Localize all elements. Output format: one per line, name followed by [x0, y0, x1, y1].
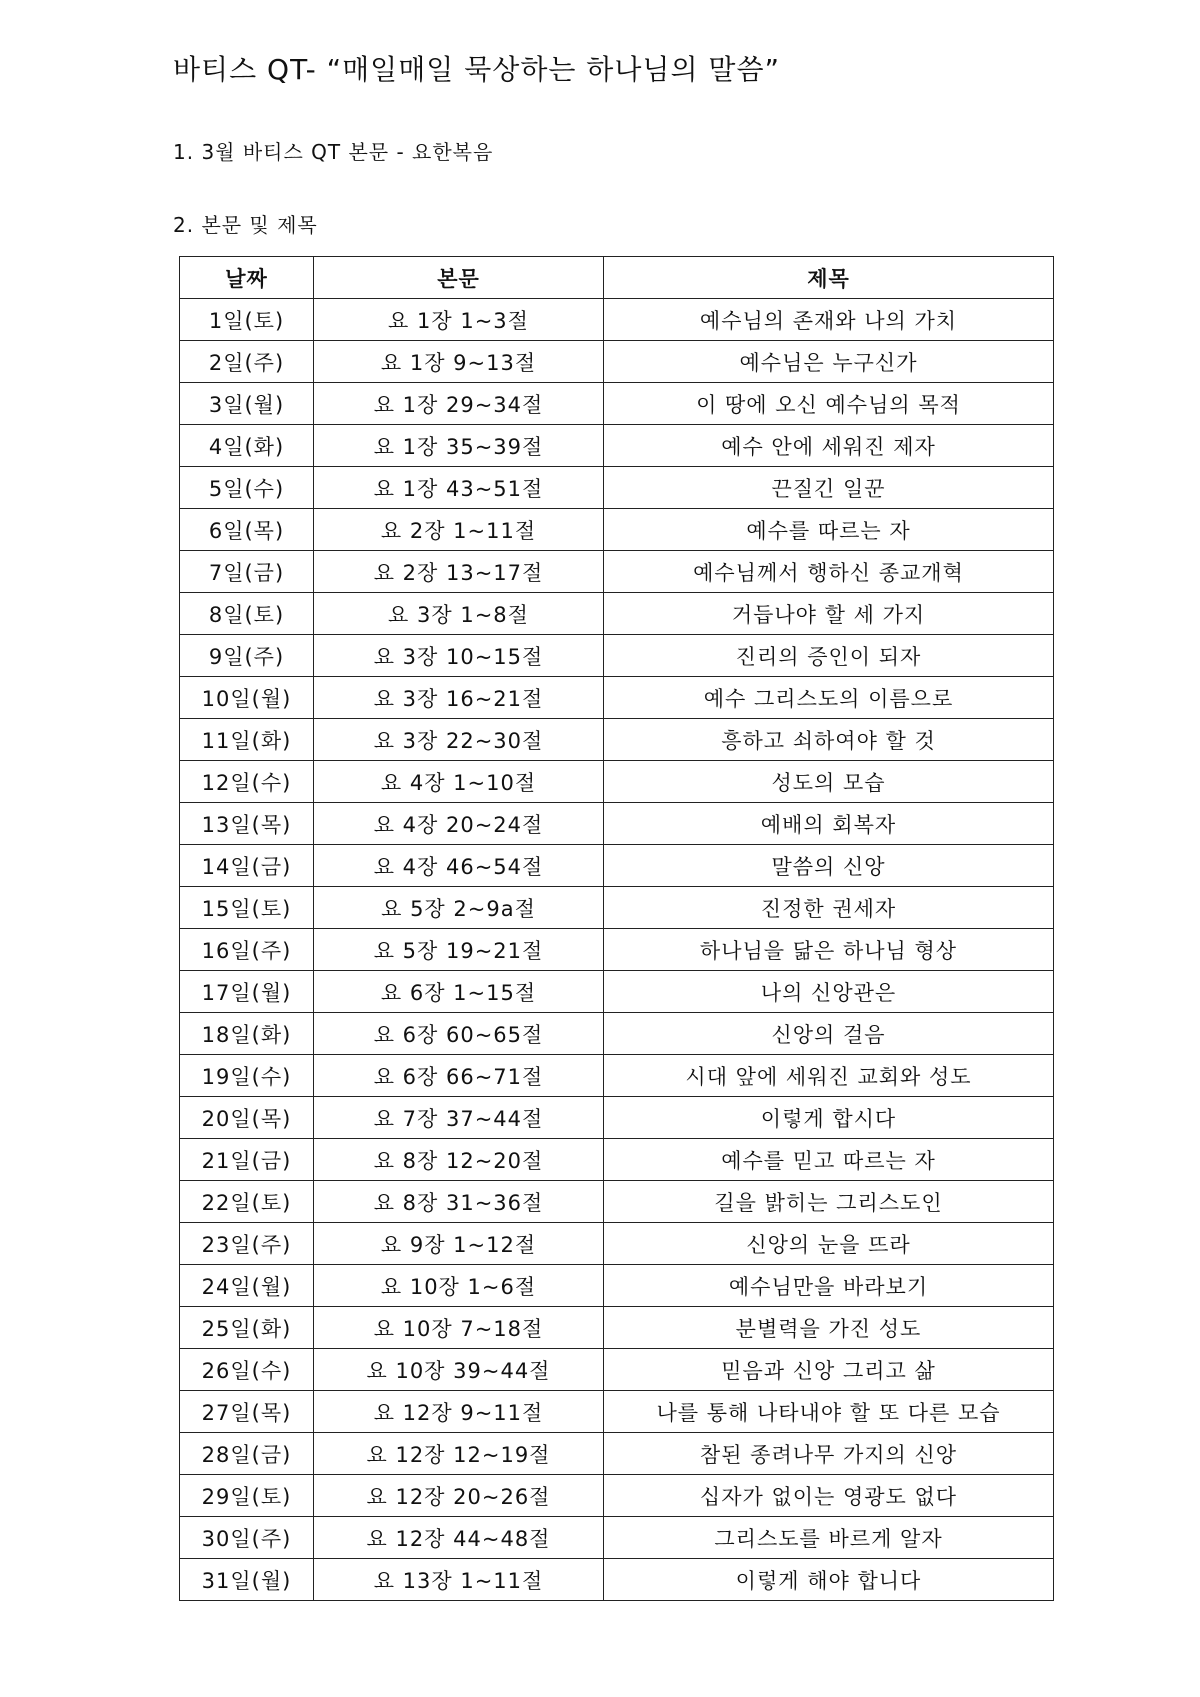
table-row	[180, 929, 1054, 971]
qt-schedule-table	[179, 256, 1054, 1601]
cell-date: 11일(화)	[180, 719, 314, 761]
cell-date: 25일(화)	[180, 1307, 314, 1349]
cell-title: 나의 신앙관은	[604, 971, 1054, 1013]
cell-date: 29일(토)	[180, 1475, 314, 1517]
table-row	[180, 635, 1054, 677]
table-row	[180, 887, 1054, 929]
cell-title: 예수님은 누구신가	[604, 341, 1054, 383]
cell-title: 믿음과 신앙 그리고 삶	[604, 1349, 1054, 1391]
cell-date: 13일(목)	[180, 803, 314, 845]
table-row	[180, 1223, 1054, 1265]
table-row	[180, 509, 1054, 551]
table-row	[180, 1139, 1054, 1181]
cell-date: 8일(토)	[180, 593, 314, 635]
cell-passage: 요 1장 43~51절	[314, 467, 604, 509]
column-header-title: 제목	[604, 257, 1054, 299]
cell-date: 31일(월)	[180, 1559, 314, 1601]
cell-date: 15일(토)	[180, 887, 314, 929]
section-heading-passage: 1. 3월 바티스 QT 본문 - 요한복음	[173, 140, 494, 164]
cell-title: 예배의 회복자	[604, 803, 1054, 845]
table-row	[180, 467, 1054, 509]
cell-passage: 요 12장 9~11절	[314, 1391, 604, 1433]
table-row	[180, 383, 1054, 425]
cell-date: 12일(수)	[180, 761, 314, 803]
cell-date: 26일(수)	[180, 1349, 314, 1391]
cell-title: 이렇게 해야 합니다	[604, 1559, 1054, 1601]
cell-title: 이렇게 합시다	[604, 1097, 1054, 1139]
cell-title: 나를 통해 나타내야 할 또 다른 모습	[604, 1391, 1054, 1433]
table-row	[180, 1433, 1054, 1475]
table-row	[180, 1475, 1054, 1517]
cell-passage: 요 12장 12~19절	[314, 1433, 604, 1475]
table-row	[180, 1055, 1054, 1097]
cell-passage: 요 2장 1~11절	[314, 509, 604, 551]
table-row	[180, 1517, 1054, 1559]
cell-title: 끈질긴 일꾼	[604, 467, 1054, 509]
cell-date: 27일(목)	[180, 1391, 314, 1433]
cell-date: 2일(주)	[180, 341, 314, 383]
cell-passage: 요 3장 16~21절	[314, 677, 604, 719]
cell-passage: 요 4장 46~54절	[314, 845, 604, 887]
cell-date: 9일(주)	[180, 635, 314, 677]
cell-date: 17일(월)	[180, 971, 314, 1013]
cell-date: 18일(화)	[180, 1013, 314, 1055]
table-row	[180, 551, 1054, 593]
cell-passage: 요 1장 35~39절	[314, 425, 604, 467]
cell-date: 6일(목)	[180, 509, 314, 551]
cell-passage: 요 10장 39~44절	[314, 1349, 604, 1391]
cell-passage: 요 5장 19~21절	[314, 929, 604, 971]
cell-date: 28일(금)	[180, 1433, 314, 1475]
cell-passage: 요 4장 20~24절	[314, 803, 604, 845]
cell-passage: 요 7장 37~44절	[314, 1097, 604, 1139]
cell-title: 예수를 믿고 따르는 자	[604, 1139, 1054, 1181]
cell-date: 5일(수)	[180, 467, 314, 509]
cell-date: 19일(수)	[180, 1055, 314, 1097]
column-header-passage: 본문	[314, 257, 604, 299]
cell-passage: 요 4장 1~10절	[314, 761, 604, 803]
cell-passage: 요 10장 1~6절	[314, 1265, 604, 1307]
cell-passage: 요 12장 20~26절	[314, 1475, 604, 1517]
cell-title: 거듭나야 할 세 가지	[604, 593, 1054, 635]
cell-title: 참된 종려나무 가지의 신앙	[604, 1433, 1054, 1475]
table-row	[180, 425, 1054, 467]
table-row	[180, 299, 1054, 341]
cell-title: 길을 밝히는 그리스도인	[604, 1181, 1054, 1223]
cell-title: 예수를 따르는 자	[604, 509, 1054, 551]
cell-date: 21일(금)	[180, 1139, 314, 1181]
cell-title: 하나님을 닮은 하나님 형상	[604, 929, 1054, 971]
cell-title: 신앙의 걸음	[604, 1013, 1054, 1055]
cell-title: 흥하고 쇠하여야 할 것	[604, 719, 1054, 761]
cell-title: 시대 앞에 세워진 교회와 성도	[604, 1055, 1054, 1097]
cell-date: 1일(토)	[180, 299, 314, 341]
cell-passage: 요 6장 60~65절	[314, 1013, 604, 1055]
table-row	[180, 1349, 1054, 1391]
cell-date: 10일(월)	[180, 677, 314, 719]
table-row	[180, 341, 1054, 383]
cell-date: 14일(금)	[180, 845, 314, 887]
cell-passage: 요 2장 13~17절	[314, 551, 604, 593]
cell-title: 예수님의 존재와 나의 가치	[604, 299, 1054, 341]
table-row	[180, 1181, 1054, 1223]
cell-passage: 요 8장 12~20절	[314, 1139, 604, 1181]
section-heading-schedule: 2. 본문 및 제목	[173, 213, 318, 237]
cell-title: 말씀의 신앙	[604, 845, 1054, 887]
cell-passage: 요 3장 10~15절	[314, 635, 604, 677]
cell-title: 진정한 권세자	[604, 887, 1054, 929]
table-row	[180, 593, 1054, 635]
table-row	[180, 1097, 1054, 1139]
document-title: 바티스 QT- “매일매일 묵상하는 하나님의 말씀”	[173, 53, 781, 86]
cell-title: 성도의 모습	[604, 761, 1054, 803]
cell-title: 그리스도를 바르게 알자	[604, 1517, 1054, 1559]
cell-passage: 요 10장 7~18절	[314, 1307, 604, 1349]
table-row	[180, 761, 1054, 803]
table-header-row	[180, 257, 1054, 299]
table-row	[180, 803, 1054, 845]
cell-passage: 요 9장 1~12절	[314, 1223, 604, 1265]
cell-passage: 요 12장 44~48절	[314, 1517, 604, 1559]
table-row	[180, 1391, 1054, 1433]
cell-date: 22일(토)	[180, 1181, 314, 1223]
cell-date: 23일(주)	[180, 1223, 314, 1265]
cell-date: 4일(화)	[180, 425, 314, 467]
table-row	[180, 1307, 1054, 1349]
table-row	[180, 1559, 1054, 1601]
cell-title: 분별력을 가진 성도	[604, 1307, 1054, 1349]
cell-date: 24일(월)	[180, 1265, 314, 1307]
cell-passage: 요 5장 2~9a절	[314, 887, 604, 929]
cell-passage: 요 1장 1~3절	[314, 299, 604, 341]
cell-passage: 요 3장 22~30절	[314, 719, 604, 761]
table-row	[180, 1013, 1054, 1055]
table-row	[180, 719, 1054, 761]
cell-passage: 요 3장 1~8절	[314, 593, 604, 635]
table-body	[180, 299, 1054, 1601]
cell-passage: 요 13장 1~11절	[314, 1559, 604, 1601]
table-row	[180, 971, 1054, 1013]
cell-passage: 요 6장 1~15절	[314, 971, 604, 1013]
cell-passage: 요 1장 9~13절	[314, 341, 604, 383]
cell-title: 이 땅에 오신 예수님의 목적	[604, 383, 1054, 425]
cell-title: 예수님만을 바라보기	[604, 1265, 1054, 1307]
cell-passage: 요 1장 29~34절	[314, 383, 604, 425]
cell-date: 3일(월)	[180, 383, 314, 425]
cell-passage: 요 8장 31~36절	[314, 1181, 604, 1223]
table-row	[180, 1265, 1054, 1307]
cell-title: 신앙의 눈을 뜨라	[604, 1223, 1054, 1265]
cell-title: 예수 안에 세워진 제자	[604, 425, 1054, 467]
table-row	[180, 677, 1054, 719]
cell-passage: 요 6장 66~71절	[314, 1055, 604, 1097]
cell-title: 예수님께서 행하신 종교개혁	[604, 551, 1054, 593]
table-row	[180, 845, 1054, 887]
cell-date: 20일(목)	[180, 1097, 314, 1139]
cell-title: 예수 그리스도의 이름으로	[604, 677, 1054, 719]
cell-title: 진리의 증인이 되자	[604, 635, 1054, 677]
cell-date: 16일(주)	[180, 929, 314, 971]
cell-date: 30일(주)	[180, 1517, 314, 1559]
column-header-date: 날짜	[180, 257, 314, 299]
cell-title: 십자가 없이는 영광도 없다	[604, 1475, 1054, 1517]
cell-date: 7일(금)	[180, 551, 314, 593]
